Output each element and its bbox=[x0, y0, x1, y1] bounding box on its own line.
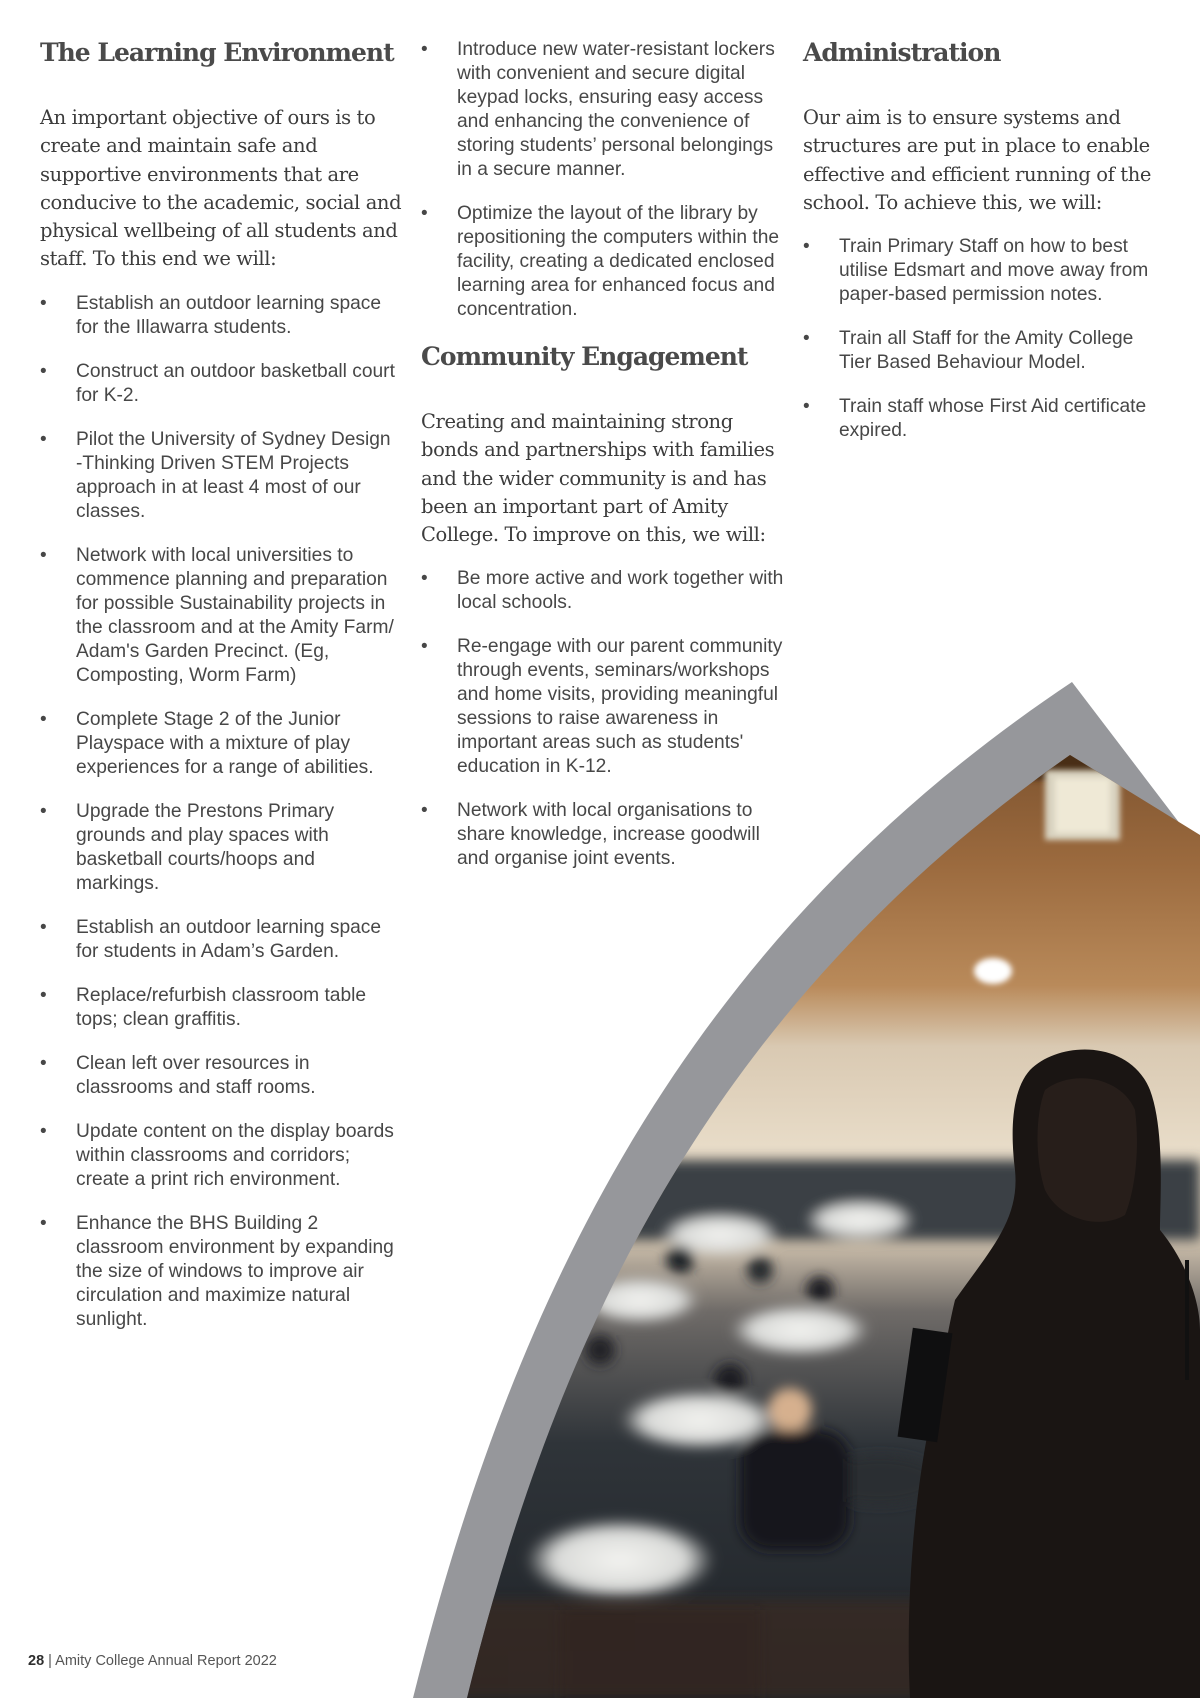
report-title: Amity College Annual Report 2022 bbox=[55, 1653, 277, 1669]
list-item: • Introduce new water-resistant lockers with convenient and secure digital keypad locks, ensuring easy access and enhancing the convenience of storing students’ personal belongings in a secure manner. bbox=[421, 39, 775, 180]
list-item: • Enhance the BHS Building 2 classroom environment by expanding the size of windows to improve air circulation and maximize natural sunlight. bbox=[40, 1212, 394, 1330]
bullet-icon: • bbox=[421, 568, 428, 590]
list-item: • Be more active and work together with local schools. bbox=[421, 568, 784, 614]
page-footer bbox=[28, 1653, 277, 1669]
bullet-icon: • bbox=[421, 39, 428, 60]
bullet-icon: • bbox=[40, 544, 47, 566]
administration-intro: Our aim is to ensure systems and structures are put in place to enable effective and efficient running of the school. To achieve this, we will: bbox=[803, 106, 1151, 214]
list-item: • Network with local universities to commence planning and preparation for possible Sustainability projects in the classroom and at the Amity Farm/ Adam's Garden Precinct. (Eg, Composting, Worm Farm) bbox=[40, 544, 394, 686]
bullet-icon: • bbox=[421, 636, 428, 658]
bullet-icon: • bbox=[40, 708, 47, 730]
list-item: • Train Primary Staff on how to best utilise Edsmart and move away from paper-based permission notes. bbox=[803, 236, 1149, 306]
learning-environment-list-continued bbox=[421, 38, 786, 322]
bullet-icon: • bbox=[40, 292, 47, 314]
page-number: 28 bbox=[28, 1653, 45, 1669]
bullet-icon: • bbox=[803, 396, 810, 418]
list-item: • Train staff whose First Aid certificate expired. bbox=[803, 396, 1147, 442]
bullet-icon: • bbox=[803, 328, 810, 350]
bullet-icon: • bbox=[40, 916, 47, 938]
learning-environment-title: The Learning Environment bbox=[40, 38, 394, 67]
list-item: • Replace/refurbish classroom table tops; clean graffitis. bbox=[40, 984, 367, 1030]
footer-separator: | bbox=[44, 1653, 56, 1669]
bullet-icon: • bbox=[40, 360, 47, 382]
administration-list bbox=[803, 235, 1163, 443]
list-item: • Pilot the University of Sydney Design -Thinking Driven STEM Projects approach in at least 4 most of our classes. bbox=[40, 428, 391, 522]
bullet-icon: • bbox=[40, 1212, 47, 1234]
bullet-icon: • bbox=[40, 428, 47, 450]
list-item: • Re-engage with our parent community through events, seminars/workshops and home visits, providing meaningful sessions to raise awareness in important areas such as students' education in K-12. bbox=[421, 636, 783, 778]
list-item: • Update content on the display boards within classrooms and corridors; create a print rich environment. bbox=[40, 1120, 394, 1190]
middle-column bbox=[421, 38, 786, 891]
bullet-icon: • bbox=[40, 984, 47, 1006]
administration-title: Administration bbox=[803, 38, 1001, 67]
bullet-icon: • bbox=[40, 1120, 47, 1142]
community-engagement-title: Community Engagement bbox=[421, 342, 748, 371]
bullet-icon: • bbox=[40, 1052, 47, 1074]
bullet-icon: • bbox=[421, 800, 428, 822]
learning-environment-intro: An important objective of ours is to create and maintain safe and supportive environments that are conducive to the academic, social and physical wellbeing of all students and staff. To this end we will: bbox=[40, 106, 402, 271]
list-item: • Upgrade the Prestons Primary grounds and play spaces with basketball courts/hoops and markings. bbox=[40, 800, 335, 894]
learning-environment-section bbox=[40, 38, 402, 1352]
list-item: • Train all Staff for the Amity College Tier Based Behaviour Model. bbox=[803, 328, 1134, 374]
list-item: • Construct an outdoor basketball court for K-2. bbox=[40, 360, 395, 406]
list-item: • Clean left over resources in classrooms and staff rooms. bbox=[40, 1052, 316, 1098]
community-engagement-list bbox=[421, 567, 786, 871]
community-engagement-intro: Creating and maintaining strong bonds and partnerships with families and the wider community is and has been an important part of Amity College. To improve on this, we will: bbox=[421, 410, 775, 547]
administration-section bbox=[803, 38, 1163, 463]
list-item: • Optimize the layout of the library by repositioning the computers within the facility, creating a dedicated enclosed learning area for enhanced focus and concentration. bbox=[421, 203, 780, 320]
list-item: • Complete Stage 2 of the Junior Playspace with a mixture of play experiences for a range of abilities. bbox=[40, 708, 374, 778]
bullet-icon: • bbox=[803, 236, 810, 258]
list-item: • Establish an outdoor learning space for the Illawarra students. bbox=[40, 292, 382, 338]
bullet-icon: • bbox=[40, 800, 47, 822]
learning-environment-list bbox=[40, 292, 402, 1332]
bullet-icon: • bbox=[421, 203, 428, 224]
list-item: • Network with local organisations to share knowledge, increase goodwill and organise joint events. bbox=[421, 800, 760, 870]
list-item: • Establish an outdoor learning space for students in Adam’s Garden. bbox=[40, 916, 382, 962]
